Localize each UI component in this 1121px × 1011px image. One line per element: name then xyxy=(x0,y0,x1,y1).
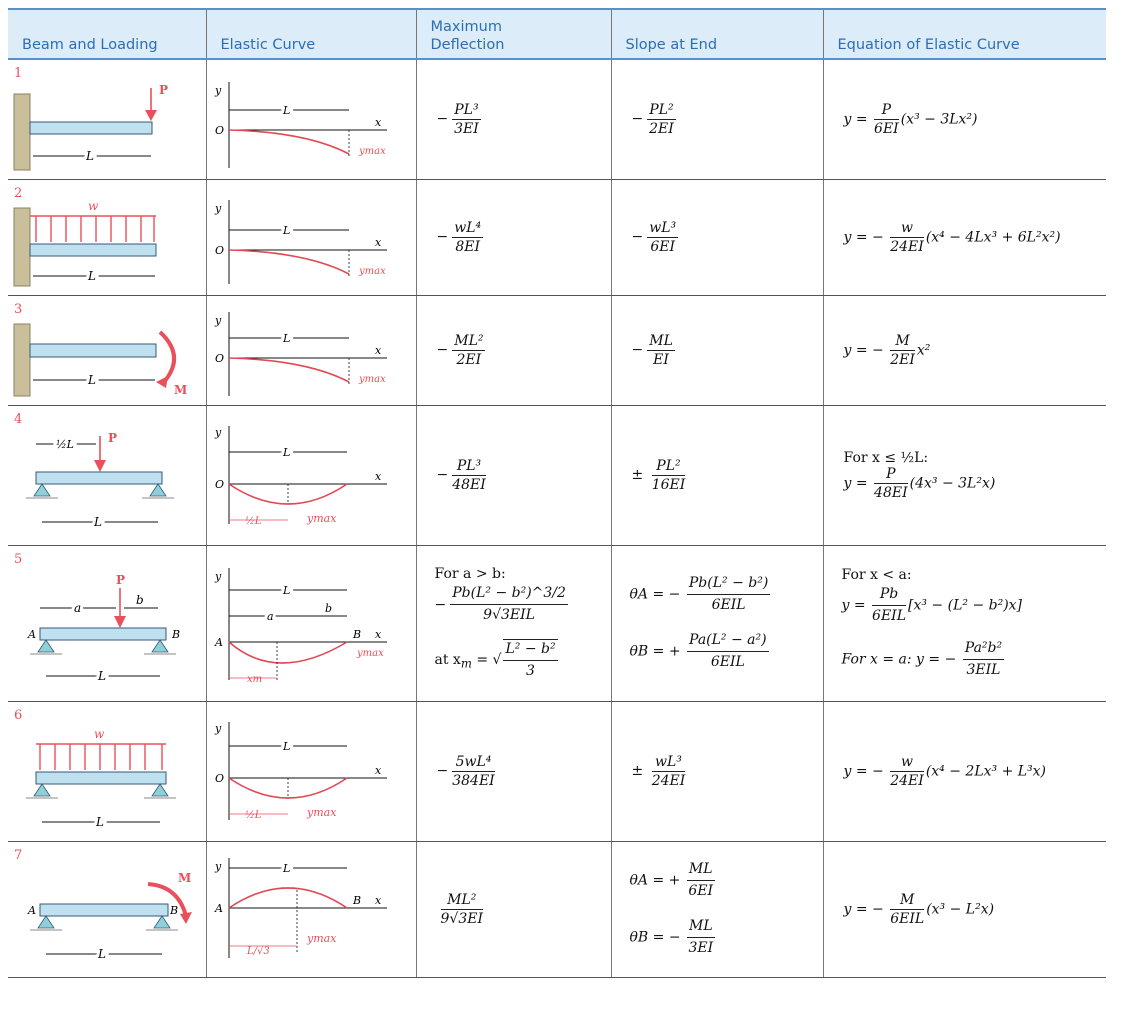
y-label: y xyxy=(214,84,221,98)
equation-prefix: y = xyxy=(843,111,868,128)
slope-b-numerator: Pa(L² − a²) xyxy=(687,631,769,652)
deflection-denominator: 3EI xyxy=(454,120,479,137)
slope-sign: − xyxy=(631,111,644,128)
slope-numerator: PL² xyxy=(649,101,674,118)
elastic-curve-cell xyxy=(206,179,416,295)
slope-cell xyxy=(611,179,823,295)
length-label: L xyxy=(98,947,106,961)
pin-support xyxy=(38,640,54,652)
elastic-curve-simply-supported xyxy=(207,702,417,840)
origin-label: O xyxy=(214,244,224,257)
beam xyxy=(40,904,168,916)
max-deflection-cell: For a > b: − $\frac{\text{Pb(L² − b²)\textasciicircum{}3/2}}{\text{9√3EIL}}$ at $x_m$ = √ $\frac{\text{L² − b²}}{3}$ xyxy=(416,545,611,701)
length-label: L xyxy=(282,584,290,597)
max-deflection-cell xyxy=(416,179,611,295)
slope-a-numerator: Pb(L² − b²) xyxy=(687,574,770,595)
elastic-curve-cell xyxy=(206,59,416,179)
slope-a-fraction xyxy=(687,574,770,615)
slope-b-fraction xyxy=(687,631,769,672)
deflection-numerator: ML² xyxy=(454,332,484,349)
support-b-label: B xyxy=(352,628,361,641)
slope-denominator: 24EI xyxy=(651,772,686,789)
slope-fraction xyxy=(647,102,675,137)
a-label: a xyxy=(266,610,274,623)
equation-numerator: w xyxy=(890,220,924,238)
equation-numerator: w xyxy=(890,754,924,772)
deflection-sign: − xyxy=(436,467,449,483)
deflection-condition: For a > b: xyxy=(434,566,506,583)
beam-cell xyxy=(8,179,206,295)
beam-cell xyxy=(8,841,206,977)
deflection-fraction xyxy=(452,102,480,137)
roller-support xyxy=(150,484,166,496)
origin-label: O xyxy=(214,772,224,785)
load-label: P xyxy=(159,83,169,98)
support-a-label: A xyxy=(214,902,223,915)
slope-b-denominator: 3EI xyxy=(688,939,714,956)
header-slope: Slope at End xyxy=(611,9,823,59)
length-label: L xyxy=(282,104,290,118)
elastic-curve-cell xyxy=(206,701,416,841)
beam-cell xyxy=(8,701,206,841)
equation-denominator: 24EI xyxy=(890,238,924,255)
slope-numerator: wL³ xyxy=(652,754,686,772)
slope-numerator: ML xyxy=(649,332,673,349)
origin-label: O xyxy=(214,124,224,138)
equation-fraction xyxy=(890,892,924,927)
equation-numerator: P xyxy=(874,102,899,120)
ymax-label: ymax xyxy=(306,932,336,945)
deflection-denominator: 48EI xyxy=(452,476,486,493)
equation-prefix: y = − xyxy=(843,342,884,358)
equation-numerator: P xyxy=(874,466,908,484)
equation-fraction xyxy=(890,220,924,255)
max-deflection-cell xyxy=(416,701,611,841)
ymax-label: ymax xyxy=(358,266,386,277)
x-label: x xyxy=(374,236,381,249)
length-label: L xyxy=(98,669,106,683)
slope-b-prefix: θB = + xyxy=(629,643,681,660)
max-deflection-cell xyxy=(416,295,611,405)
header-row xyxy=(8,9,1106,59)
load-arrowhead xyxy=(94,460,106,472)
slope-numerator: wL³ xyxy=(649,219,677,236)
elastic-curve-cell xyxy=(206,295,416,405)
slope-denominator: EI xyxy=(653,351,669,368)
header-deflection-line1: Maximum xyxy=(430,19,502,36)
deflection-denominator: 384EI xyxy=(452,772,495,789)
x-label: x xyxy=(374,344,381,357)
ymax-label: ymax xyxy=(358,146,386,158)
equation-tail: (x⁴ − 4Lx³ + 6L²x²) xyxy=(925,229,1061,245)
pin-support xyxy=(38,916,54,928)
half-length-label: ½L xyxy=(56,438,74,451)
slope-b-denominator: 6EIL xyxy=(710,653,745,670)
roller-support xyxy=(152,784,168,796)
load-label: w xyxy=(88,199,99,213)
table-row xyxy=(8,59,1106,179)
pin-support xyxy=(34,784,50,796)
moment-arrow xyxy=(160,332,174,382)
deflection-numerator: wL⁴ xyxy=(454,219,482,236)
max-deflection-cell xyxy=(416,59,611,179)
elastic-curve-end-moment xyxy=(207,842,417,976)
deflection-numerator: PL³ xyxy=(454,101,479,118)
elastic-curve-cantilever xyxy=(207,296,417,404)
beam-diagram-simply-supported-end-moment xyxy=(8,842,206,976)
row-number: 4 xyxy=(14,411,23,427)
slope-a-denominator: 6EI xyxy=(688,883,714,900)
origin-label: O xyxy=(214,352,224,365)
roller-support xyxy=(154,916,170,928)
deflection-denominator: 9√3EIL xyxy=(483,607,535,624)
deflection-fraction xyxy=(452,333,485,368)
deflection-numerator: PL³ xyxy=(452,458,486,476)
y-label: y xyxy=(214,314,221,327)
equation-tail: [x³ − (L² − b²)x] xyxy=(908,597,1023,614)
slope-b-prefix: θB = − xyxy=(629,929,681,946)
slope-fraction xyxy=(652,458,686,493)
slope-cell xyxy=(611,59,823,179)
slope-a-fraction xyxy=(687,860,715,901)
b-label: b xyxy=(324,602,332,615)
elastic-curve-cell xyxy=(206,841,416,977)
beam xyxy=(36,772,166,784)
equation-tail: (x³ − 3Lx²) xyxy=(900,111,978,128)
equation-numerator: Pb xyxy=(872,585,906,606)
b-label: b xyxy=(136,593,144,607)
slope-fraction xyxy=(647,333,675,368)
slope-a-denominator: 6EIL xyxy=(711,597,746,614)
equation-tail: (x⁴ − 2Lx³ + L³x) xyxy=(925,763,1047,779)
support-b-label: B xyxy=(352,894,361,907)
deflection-fraction xyxy=(452,458,486,493)
beam-cell xyxy=(8,59,206,179)
beam xyxy=(36,472,162,484)
beam xyxy=(30,344,156,357)
equation-condition: For x < a: xyxy=(841,566,912,583)
deflection-sign: − xyxy=(436,342,449,358)
equation-numerator: M xyxy=(890,892,924,910)
origin-label: O xyxy=(214,478,224,491)
slope-denominator: 6EI xyxy=(650,238,676,255)
fixed-wall xyxy=(14,94,30,170)
equation-prefix: y = xyxy=(841,597,866,614)
row-number: 1 xyxy=(14,66,23,81)
load-label: P xyxy=(116,573,126,587)
length-label: L xyxy=(86,149,94,164)
slope-b-numerator: ML xyxy=(687,917,715,938)
length-label: L xyxy=(282,446,290,459)
table-row xyxy=(8,405,1106,545)
x-label: x xyxy=(374,470,381,483)
equation-cell xyxy=(823,59,1106,179)
moment-arrowhead xyxy=(180,912,192,924)
slope-cell xyxy=(611,405,823,545)
xm-label: xm xyxy=(246,674,262,685)
elastic-curve-cell xyxy=(206,405,416,545)
equation-cell xyxy=(823,545,1106,701)
equation-prefix: y = − xyxy=(843,229,884,245)
header-beam: Beam and Loading xyxy=(8,9,206,59)
beam-diagram-simply-supported-distributed-load xyxy=(8,702,206,840)
load-arrowhead xyxy=(145,110,157,121)
length-label: L xyxy=(282,332,290,345)
equation-denominator: 6EIL xyxy=(872,607,907,624)
equation-tail: x² xyxy=(916,342,931,358)
equation-fraction xyxy=(890,754,924,789)
deflection-sign: − xyxy=(436,229,449,245)
row-number: 3 xyxy=(14,301,23,317)
deflection-fraction xyxy=(441,892,484,927)
equation-2-fraction xyxy=(963,639,1004,680)
elastic-curve-offset-load xyxy=(207,546,417,700)
beam-diagram-simply-supported-offset-load xyxy=(8,546,206,700)
equation-fraction xyxy=(890,333,915,368)
ymax-label: ymax xyxy=(306,806,336,819)
xm-location-denominator: 3 xyxy=(526,662,535,679)
xm-location-numerator: L² − b² xyxy=(503,640,557,661)
length-label: L xyxy=(88,269,96,283)
equation-2-denominator: 3EIL xyxy=(966,662,1001,679)
header-deflection xyxy=(416,9,611,59)
beam-cell xyxy=(8,545,206,701)
deflection-numerator: 5wL⁴ xyxy=(452,754,494,772)
xm-location-equals: = xyxy=(471,651,493,668)
support-a-label: A xyxy=(28,628,36,641)
y-label: y xyxy=(214,860,221,873)
equation-cell xyxy=(823,295,1106,405)
beam-cell xyxy=(8,295,206,405)
deflection-fraction xyxy=(452,220,483,255)
row-number: 5 xyxy=(14,551,23,567)
equation-fraction xyxy=(874,102,899,137)
y-label: y xyxy=(214,570,221,583)
row-number: 6 xyxy=(14,707,23,723)
slope-sign: ± xyxy=(631,763,644,779)
elastic-curve-cantilever xyxy=(207,60,417,178)
header-curve: Elastic Curve xyxy=(206,9,416,59)
deflection-curve xyxy=(229,130,349,154)
deflection-curve xyxy=(229,888,347,908)
support-b-label: B xyxy=(172,628,181,641)
slope-a-prefix: θA = − xyxy=(629,586,681,603)
xm-location-subscript: m xyxy=(460,656,472,671)
equation-condition: For x ≤ ½L: xyxy=(843,449,929,466)
slope-sign: ± xyxy=(631,467,644,483)
moment-label: M xyxy=(174,383,188,397)
y-label: y xyxy=(214,426,221,439)
equation-denominator: 6EI xyxy=(874,120,899,137)
length-label: L xyxy=(96,815,104,829)
beam-diagram-simply-supported-center-load xyxy=(8,406,206,544)
equation-cell xyxy=(823,701,1106,841)
ymax-label: ymax xyxy=(358,374,386,385)
equation-prefix: y = − xyxy=(843,901,884,917)
length-label: L xyxy=(282,862,290,875)
x-label: x xyxy=(374,628,381,641)
roller-support xyxy=(152,640,168,652)
fixed-wall xyxy=(14,208,30,286)
slope-cell xyxy=(611,295,823,405)
equation-fraction xyxy=(874,466,908,501)
slope-sign: − xyxy=(631,342,644,358)
equation-denominator: 6EIL xyxy=(890,910,925,927)
y-label: y xyxy=(214,722,221,735)
equation-prefix: y = − xyxy=(843,763,884,779)
row-number: 2 xyxy=(14,185,23,201)
deflection-fraction xyxy=(452,754,494,789)
length-label: L xyxy=(282,740,290,753)
deflection-sign: − xyxy=(434,596,447,613)
deflection-sign: − xyxy=(436,763,449,779)
equation-fraction xyxy=(872,585,906,626)
length-label: L xyxy=(282,224,290,237)
beam-cell xyxy=(8,405,206,545)
deflection-sign: − xyxy=(436,111,449,128)
support-b-label: B xyxy=(170,904,179,917)
table-row xyxy=(8,179,1106,295)
y-label: y xyxy=(214,202,221,215)
slope-denominator: 2EI xyxy=(649,120,674,137)
equation-tail: (x³ − L²x) xyxy=(926,901,995,917)
length-label: L xyxy=(94,515,102,529)
l-over-sqrt3-label: L/√3 xyxy=(246,946,270,957)
beam xyxy=(30,122,152,134)
slope-fraction xyxy=(647,220,678,255)
beam-diagram-cantilever-moment xyxy=(8,296,206,404)
beam xyxy=(40,628,166,640)
slope-cell xyxy=(611,841,823,977)
deflection-fraction xyxy=(450,584,568,625)
header-deflection-line2: Deflection xyxy=(430,36,505,53)
deflection-denominator: 2EI xyxy=(456,351,482,368)
header-equation: Equation of Elastic Curve xyxy=(823,9,1106,59)
deflection-numerator: ML² xyxy=(441,892,484,910)
slope-cell xyxy=(611,545,823,701)
beam-deflection-table xyxy=(8,8,1106,978)
moment-arrowhead xyxy=(156,376,168,388)
load-label: P xyxy=(108,431,118,445)
fixed-wall xyxy=(14,324,30,396)
equation-prefix: y = xyxy=(843,475,868,491)
equation-cell xyxy=(823,841,1106,977)
pin-support xyxy=(34,484,50,496)
table-row xyxy=(8,841,1106,977)
table-row xyxy=(8,545,1106,701)
deflection-curve xyxy=(229,250,349,274)
equation-numerator: M xyxy=(890,333,915,351)
slope-cell xyxy=(611,701,823,841)
slope-b-fraction xyxy=(687,917,715,958)
equation-denominator: 48EI xyxy=(874,484,908,501)
xm-location-fraction xyxy=(503,639,557,681)
deflection-denominator: 9√3EI xyxy=(440,910,483,927)
a-label: a xyxy=(74,601,82,615)
slope-fraction xyxy=(652,754,686,789)
ymax-label: ymax xyxy=(356,648,384,659)
slope-sign: − xyxy=(631,229,644,245)
deflection-curve xyxy=(229,642,347,663)
elastic-curve-cell xyxy=(206,545,416,701)
slope-denominator: 16EI xyxy=(651,476,686,493)
deflection-numerator: Pb(L² − b²)^3/2 xyxy=(450,584,568,605)
equation-tail: (4x³ − 3L²x) xyxy=(909,475,996,491)
table-row xyxy=(8,295,1106,405)
elastic-curve-cantilever xyxy=(207,180,417,294)
slope-numerator: PL² xyxy=(652,458,686,476)
slope-a-prefix: θA = + xyxy=(629,872,681,889)
equation-cell xyxy=(823,179,1106,295)
half-length-label: ½L xyxy=(244,810,261,821)
load-label: w xyxy=(94,727,105,741)
equation-denominator: 2EI xyxy=(890,351,915,368)
xm-location-prefix: at x xyxy=(434,651,461,668)
x-label: x xyxy=(374,116,381,130)
elastic-curve-simply-supported xyxy=(207,406,417,544)
distributed-load-arrows xyxy=(36,216,154,242)
half-length-label: ½L xyxy=(244,516,261,527)
x-label: x xyxy=(374,894,381,907)
slope-a-numerator: ML xyxy=(687,860,715,881)
distributed-load-arrows xyxy=(40,744,162,770)
beam-diagram-cantilever-distributed-load xyxy=(8,180,206,294)
load-arrowhead xyxy=(114,616,126,628)
max-deflection-cell xyxy=(416,841,611,977)
equation-2-prefix: For x = a: y = − xyxy=(841,651,957,668)
length-label: L xyxy=(88,373,96,387)
row-number: 7 xyxy=(14,847,23,863)
deflection-curve xyxy=(229,358,349,382)
moment-label: M xyxy=(178,871,192,885)
beam-diagram-cantilever-point-load xyxy=(8,60,206,178)
x-label: x xyxy=(374,764,381,777)
equation-denominator: 24EI xyxy=(890,772,924,789)
equation-2-numerator: Pa²b² xyxy=(963,639,1004,660)
max-deflection-cell xyxy=(416,405,611,545)
table-row xyxy=(8,701,1106,841)
ymax-label: ymax xyxy=(306,512,336,525)
beam xyxy=(30,244,156,256)
equation-cell xyxy=(823,405,1106,545)
deflection-denominator: 8EI xyxy=(455,238,481,255)
support-a-label: A xyxy=(214,636,223,649)
support-a-label: A xyxy=(28,904,36,917)
